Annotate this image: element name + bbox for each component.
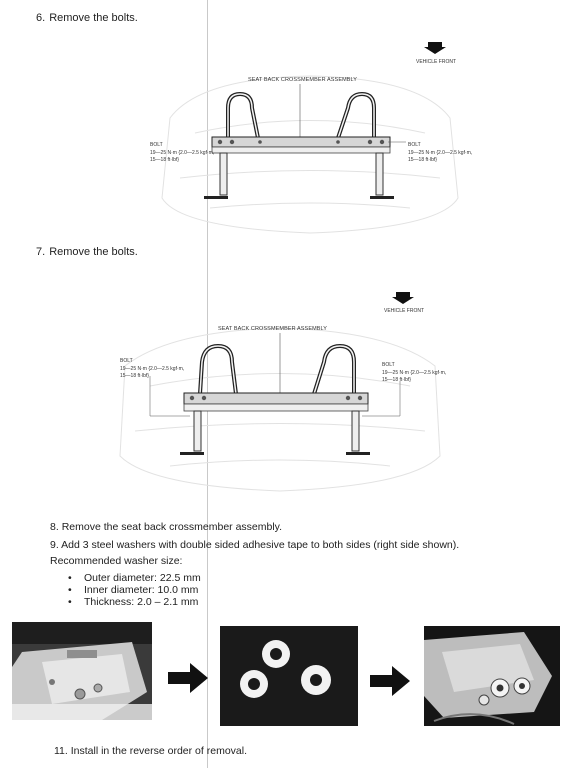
washer-heading: Recommended washer size:: [50, 555, 183, 567]
bullet: •: [68, 596, 72, 608]
bolt-left-spec-1a: 19—25 N·m {2.0—2.5 kgf·m,: [150, 150, 215, 156]
step-11-number: 11.: [54, 745, 68, 757]
photo-bracket-with-washers: [424, 626, 560, 726]
step-11: [54, 744, 247, 758]
washer-spec-inner: [62, 584, 201, 596]
vehicle-front-label-1: VEHICLE FRONT: [416, 59, 457, 65]
right-arrow-icon: [168, 663, 208, 693]
step-8-text: Remove the seat back crossmember assembly.: [61, 521, 283, 533]
washer-spec-outer-text: Outer diameter: 22.5 mm: [84, 572, 201, 584]
bullet: •: [68, 572, 72, 584]
washer-spec-outer: [62, 572, 201, 584]
step-7-number: 7.: [36, 246, 46, 258]
assembly-label-2: SEAT BACK CROSSMEMBER ASSEMBLY: [218, 326, 328, 332]
washer-3: [301, 665, 331, 695]
step-8: [50, 520, 282, 534]
step-11-text: Install in the reverse order of removal.: [70, 745, 247, 757]
roll-hoop-right-2: [314, 346, 354, 394]
bolt-right-spec-1a: 19—25 N·m {2.0—2.5 kgf·m,: [408, 150, 473, 156]
bolt-right-title-2: BOLT: [382, 362, 395, 368]
bullet: •: [68, 584, 72, 596]
down-arrow-icon: [424, 42, 446, 54]
right-arrow-icon: [370, 666, 410, 696]
step-7-text: Remove the bolts.: [49, 246, 138, 258]
washer-2: [240, 670, 268, 698]
washer-1: [262, 640, 290, 668]
washer-spec-thickness-text: Thickness: 2.0 – 2.1 mm: [84, 596, 199, 608]
photo-bracket-before: [12, 622, 152, 720]
step-7: [36, 246, 138, 258]
bolt-left-spec-1b: 15—18 ft·lbf}: [150, 157, 179, 163]
step-9-text: Add 3 steel washers with double sided adhesive tape to both sides (right side shown).: [61, 539, 460, 551]
bolt-left-spec-2a: 19—25 N·m {2.0—2.5 kgf·m,: [120, 366, 185, 372]
step-9-number: 9.: [50, 539, 59, 551]
bolt-left-title-2: BOLT: [120, 358, 133, 364]
step-6-number: 6.: [36, 12, 46, 24]
vehicle-front-label-2: VEHICLE FRONT: [384, 308, 425, 314]
step-9: [50, 538, 560, 552]
bolt-left-title-1: BOLT: [150, 142, 163, 148]
crossmember-diagram-2: [110, 286, 450, 496]
bolt-right-spec-1b: 15—18 ft·lbf}: [408, 157, 437, 163]
step-6-text: Remove the bolts.: [49, 12, 138, 24]
down-arrow-icon: [392, 292, 414, 304]
bolt-left-spec-2b: 15—18 ft·lbf}: [120, 373, 149, 379]
washer-spec-thickness: [62, 596, 201, 608]
washer-spec-list: [62, 572, 201, 608]
roll-hoop-right-1: [338, 94, 374, 138]
photo-washers: [220, 626, 358, 726]
assembly-label-1: SEAT BACK CROSSMEMBER ASSEMBLY: [248, 77, 358, 83]
washer-spec-inner-text: Inner diameter: 10.0 mm: [84, 584, 199, 596]
step-8-number: 8.: [50, 521, 59, 533]
bolt-right-spec-2b: 15—18 ft·lbf}: [382, 377, 411, 383]
crossbar-2: [184, 393, 368, 404]
crossmember-diagram-1: [140, 38, 480, 238]
step-6: [36, 12, 138, 24]
bolt-right-title-1: BOLT: [408, 142, 421, 148]
bolt-right-spec-2a: 19—25 N·m {2.0—2.5 kgf·m,: [382, 370, 447, 376]
crossbar-1: [212, 137, 390, 147]
